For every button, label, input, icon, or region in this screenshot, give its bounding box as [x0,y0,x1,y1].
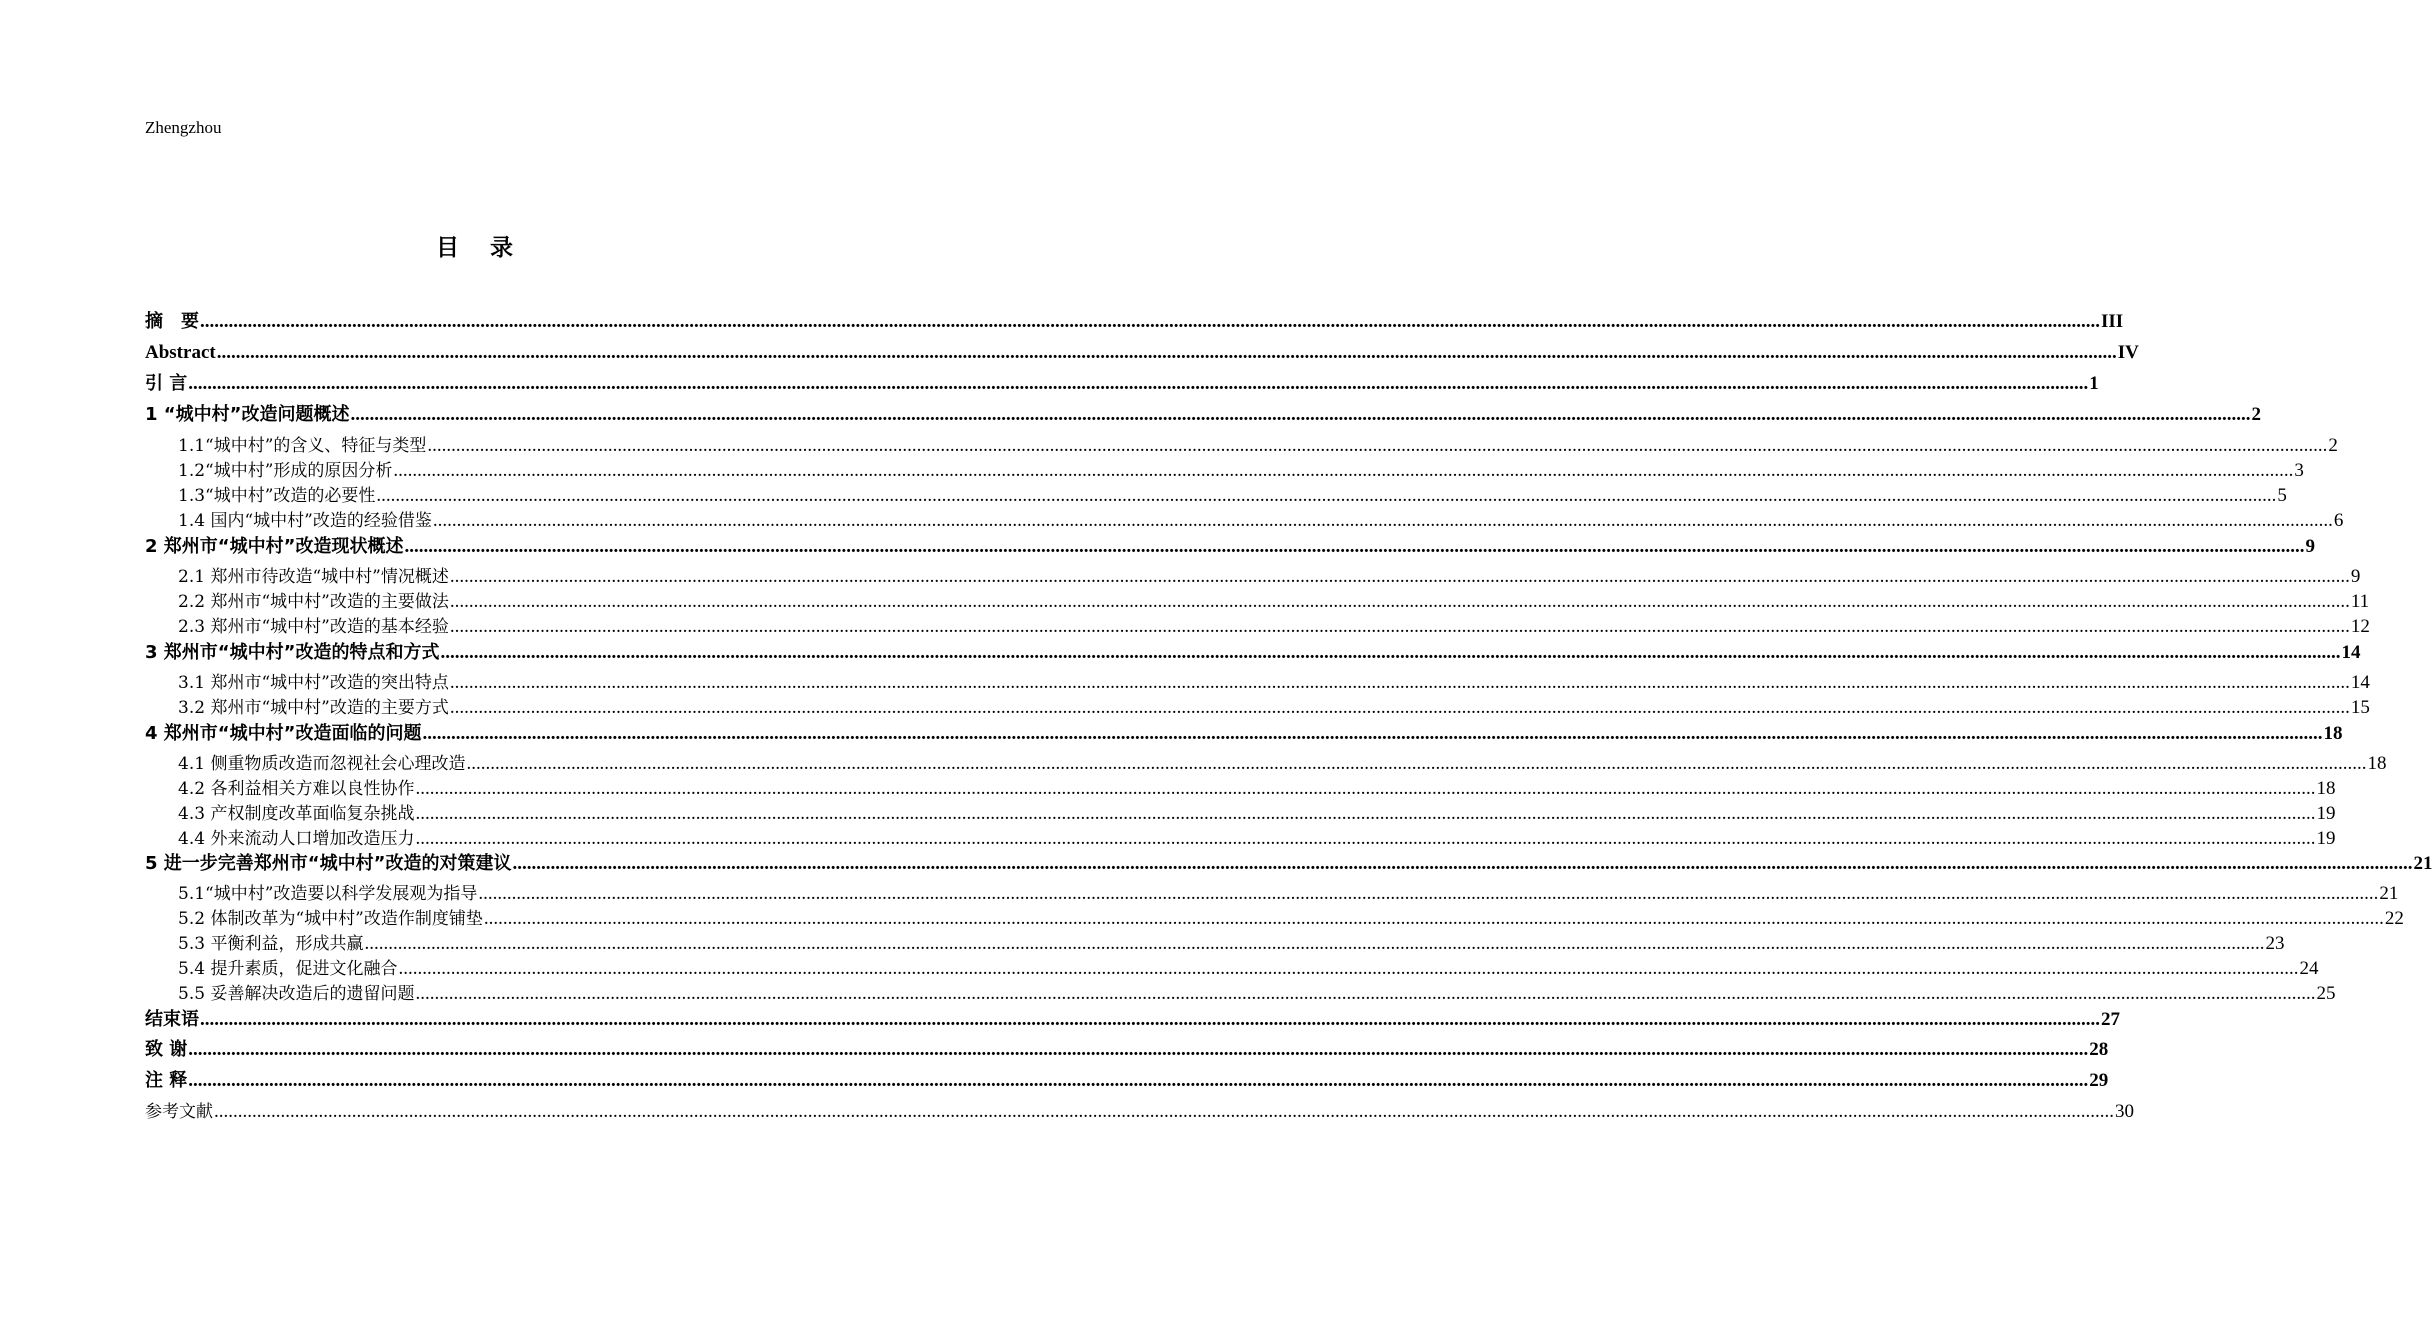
toc-entry-page-number: 29 [2089,1070,2109,1091]
toc-leader-dots: ................................................................................................................................................................................................................................................................................................................................................................................................................ [376,485,2277,506]
toc-entry[interactable] [178,826,2336,852]
toc-entry[interactable] [145,1007,2120,1033]
toc-entry[interactable] [178,589,2370,615]
toc-entry-page-number: 3 [2294,460,2304,481]
toc-entry-label: 2.3 郑州市“城中村”改造的基本经验 [178,617,449,637]
toc-entry[interactable] [178,695,2370,721]
toc-entry-label: 5.5 妥善解决改造后的遗留问题 [178,984,415,1004]
toc-leader-dots: ................................................................................................................................................................................................................................................................................................................................................................................................................ [415,828,2316,849]
toc-entry-page-number: 23 [2265,933,2285,954]
toc-entry[interactable] [178,801,2336,827]
toc-entry[interactable] [145,851,2432,877]
toc-entry-label: 4.3 产权制度改革面临复杂挑战 [178,804,415,824]
toc-leader-dots: ................................................................................................................................................................................................................................................................................................................................................................................................................ [440,642,2341,663]
toc-entry-page-number: 27 [2101,1009,2120,1030]
toc-entry-page-number: 15 [2350,697,2370,718]
toc-entry-page-number: III [2101,311,2124,332]
toc-entry[interactable] [178,508,2344,534]
toc-entry[interactable] [178,956,2319,982]
toc-entry-label: 1.3“城中村”改造的必要性 [178,486,376,506]
toc-entry-page-number: 18 [2316,778,2336,799]
toc-leader-dots: ................................................................................................................................................................................................................................................................................................................................................................................................................ [398,958,2299,979]
toc-leader-dots: ................................................................................................................................................................................................................................................................................................................................................................................................................ [449,697,2350,718]
toc-entry-label: 致 谢 [145,1039,188,1060]
toc-entry[interactable] [178,881,2399,907]
toc-entry-label: 5.3 平衡利益，形成共赢 [178,934,364,954]
toc-entry-page-number: 14 [2350,672,2370,693]
toc-entry-label: 5.1“城中村”改造要以科学发展观为指导 [178,884,478,904]
toc-entry-label: 3.2 郑州市“城中村”改造的主要方式 [178,698,449,718]
toc-entry-page-number: 2 [2328,435,2338,456]
toc-entry-label: 3.1 郑州市“城中村”改造的突出特点 [178,673,449,693]
toc-title [0,233,950,263]
toc-entry-label: 摘 要 [145,311,199,332]
toc-entry-label: 1.4 国内“城中村”改造的经验借鉴 [178,511,432,531]
toc-title-char-1: 目 [436,235,460,261]
toc-entry-page-number: 9 [2305,536,2315,557]
toc-entry-label: 5 进一步完善郑州市“城中村”改造的对策建议 [145,853,512,874]
toc-entry[interactable] [178,433,2338,459]
toc-leader-dots: ................................................................................................................................................................................................................................................................................................................................................................................................................ [432,510,2333,531]
toc-leader-dots: ................................................................................................................................................................................................................................................................................................................................................................................................................ [483,908,2384,929]
toc-leader-dots: ................................................................................................................................................................................................................................................................................................................................................................................................................ [393,460,2294,481]
toc-leader-dots: ................................................................................................................................................................................................................................................................................................................................................................................................................ [512,853,2413,874]
toc-leader-dots: ................................................................................................................................................................................................................................................................................................................................................................................................................ [216,342,2117,363]
toc-entry-label: 1.2“城中村”形成的原因分析 [178,461,393,481]
toc-entry-label: 结束语 [145,1009,199,1030]
toc-title-char-2: 录 [490,235,514,261]
toc-entry[interactable] [145,371,2099,397]
toc-entry-page-number: 21 [2413,853,2432,874]
toc-entry-page-number: 2 [2251,404,2261,425]
toc-entry-label: 4.1 侧重物质改造而忽视社会心理改造 [178,754,466,774]
toc-leader-dots: ................................................................................................................................................................................................................................................................................................................................................................................................................ [188,373,2089,394]
toc-entry-page-number: 11 [2350,591,2370,612]
toc-entry[interactable] [145,640,2361,666]
toc-entry[interactable] [178,906,2404,932]
toc-entry-page-number: 18 [2323,723,2343,744]
toc-leader-dots: ................................................................................................................................................................................................................................................................................................................................................................................................................ [415,778,2316,799]
toc-entry-page-number: 28 [2089,1039,2109,1060]
toc-entry-page-number: 14 [2341,642,2361,663]
toc-entry-page-number: 6 [2333,510,2344,531]
toc-entry-page-number: 19 [2316,828,2336,849]
toc-leader-dots: ................................................................................................................................................................................................................................................................................................................................................................................................................ [422,723,2323,744]
toc-entry[interactable] [145,340,2139,366]
toc-entry-label: 4 郑州市“城中村”改造面临的问题 [145,723,422,744]
toc-leader-dots: ................................................................................................................................................................................................................................................................................................................................................................................................................ [364,933,2265,954]
toc-entry[interactable] [145,402,2261,428]
toc-entry-page-number: 25 [2316,983,2336,1004]
toc-entry-label: 2 郑州市“城中村”改造现状概述 [145,536,404,557]
toc-leader-dots: ................................................................................................................................................................................................................................................................................................................................................................................................................ [478,883,2379,904]
toc-leader-dots: ................................................................................................................................................................................................................................................................................................................................................................................................................ [404,536,2305,557]
toc-entry[interactable] [145,309,2124,335]
toc-entry-page-number: 12 [2350,616,2370,637]
toc-entry[interactable] [145,1099,2134,1125]
toc-leader-dots: ................................................................................................................................................................................................................................................................................................................................................................................................................ [415,803,2316,824]
toc-entry-label: 4.4 外来流动人口增加改造压力 [178,829,415,849]
toc-entry[interactable] [145,1037,2109,1063]
toc-entry-label: 参考文献 [145,1102,213,1122]
toc-entry-label: 注 释 [145,1070,188,1091]
header-text: Zhengzhou [145,118,222,137]
toc-entry[interactable] [145,721,2343,747]
toc-entry-label: 2.2 郑州市“城中村”改造的主要做法 [178,592,449,612]
toc-leader-dots: ................................................................................................................................................................................................................................................................................................................................................................................................................ [449,616,2350,637]
toc-entry[interactable] [178,981,2336,1007]
toc-entry-label: 1 “城中村”改造问题概述 [145,404,350,425]
toc-leader-dots: ................................................................................................................................................................................................................................................................................................................................................................................................................ [200,311,2100,332]
toc-leader-dots: ................................................................................................................................................................................................................................................................................................................................................................................................................ [350,404,2251,425]
toc-leader-dots: ................................................................................................................................................................................................................................................................................................................................................................................................................ [466,753,2367,774]
toc-entry[interactable] [178,483,2287,509]
toc-entry[interactable] [145,534,2315,560]
toc-entry-label: 2.1 郑州市待改造“城中村”情况概述 [178,567,449,587]
toc-entry[interactable] [178,670,2370,696]
toc-entry[interactable] [178,614,2370,640]
toc-entry-page-number: IV [2117,342,2139,363]
toc-entry-label: 1.1“城中村”的含义、特征与类型 [178,436,427,456]
toc-entry-page-number: 24 [2299,958,2319,979]
toc-entry[interactable] [178,931,2285,957]
toc-leader-dots: ................................................................................................................................................................................................................................................................................................................................................................................................................ [200,1009,2100,1030]
toc-entry-page-number: 9 [2350,566,2361,587]
toc-entry-label: 5.4 提升素质，促进文化融合 [178,959,398,979]
toc-entry-page-number: 18 [2367,753,2387,774]
toc-leader-dots: ................................................................................................................................................................................................................................................................................................................................................................................................................ [449,591,2350,612]
toc-entry-page-number: 30 [2115,1101,2134,1122]
toc-leader-dots: ................................................................................................................................................................................................................................................................................................................................................................................................................ [214,1101,2114,1122]
toc-leader-dots: ................................................................................................................................................................................................................................................................................................................................................................................................................ [427,435,2328,456]
toc-entry[interactable] [145,1068,2109,1094]
toc-entry-page-number: 22 [2384,908,2404,929]
toc-entry-page-number: 21 [2379,883,2399,904]
toc-entry-label: 引 言 [145,373,188,394]
toc-leader-dots: ................................................................................................................................................................................................................................................................................................................................................................................................................ [449,672,2350,693]
toc-entry[interactable] [178,776,2336,802]
toc-leader-dots: ................................................................................................................................................................................................................................................................................................................................................................................................................ [188,1070,2089,1091]
toc-entry[interactable] [178,751,2387,777]
toc-leader-dots: ................................................................................................................................................................................................................................................................................................................................................................................................................ [188,1039,2089,1060]
toc-entry-label: Abstract [145,342,216,363]
toc-entry[interactable] [178,564,2361,590]
toc-entry-page-number: 19 [2316,803,2336,824]
toc-entry-page-number: 1 [2089,373,2099,394]
toc-entry-label: 4.2 各利益相关方难以良性协作 [178,779,415,799]
toc-entry-page-number: 5 [2277,485,2287,506]
toc-entry-label: 5.2 体制改革为“城中村”改造作制度铺垫 [178,909,483,929]
toc-entry[interactable] [178,458,2304,484]
toc-leader-dots: ................................................................................................................................................................................................................................................................................................................................................................................................................ [449,566,2350,587]
toc-leader-dots: ................................................................................................................................................................................................................................................................................................................................................................................................................ [415,983,2316,1004]
toc-entry-label: 3 郑州市“城中村”改造的特点和方式 [145,642,440,663]
